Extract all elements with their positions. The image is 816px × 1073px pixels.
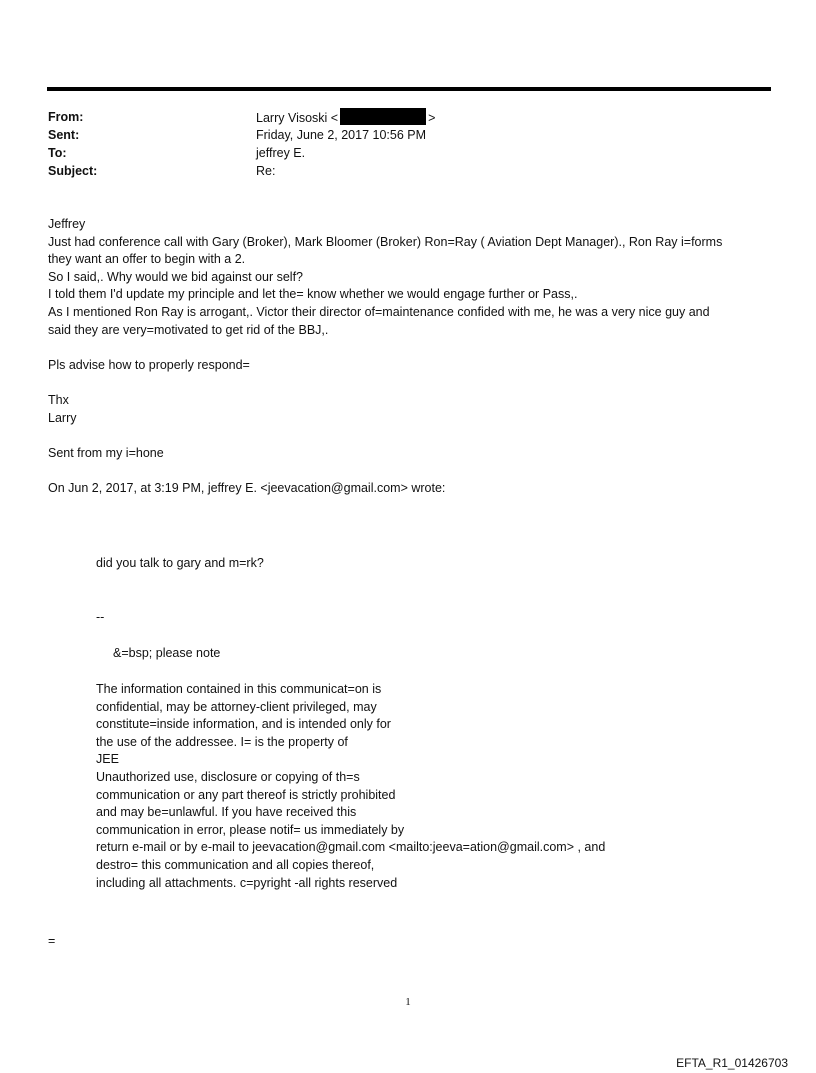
trailing-mark: = bbox=[48, 934, 56, 948]
from-value bbox=[256, 108, 435, 127]
message-line: As I mentioned Ron Ray is arrogant,. Victor their director of=maintenance confided with me, he was a very nice guy and bbox=[48, 304, 710, 319]
message-line: Larry bbox=[48, 410, 77, 425]
disclaimer-line: destro= this communication and all copies thereof, bbox=[96, 857, 375, 872]
quoted-question bbox=[96, 555, 264, 573]
disclaimer-line: constitute=inside information, and is intended only for bbox=[96, 717, 391, 732]
quoted-note bbox=[113, 645, 220, 663]
spacer bbox=[48, 427, 778, 445]
message-line: Jeffrey bbox=[48, 217, 86, 231]
message-line: So I said,. Why would we bid against our self? bbox=[48, 269, 303, 284]
redaction-box bbox=[340, 108, 426, 125]
message-line: I told them I'd update my principle and let the= know whether we would engage further or Pass,. bbox=[48, 287, 578, 302]
message-line: Sent from my i=hone bbox=[48, 445, 164, 460]
sent-value: Friday, June 2, 2017 10:56 PM bbox=[256, 128, 427, 142]
disclaimer-line: The information contained in this communicat=on is bbox=[96, 682, 382, 696]
from-name: Larry Visoski < bbox=[256, 111, 339, 125]
header-rule bbox=[47, 87, 771, 91]
disclaimer-line: confidential, may be attorney-client privileged, may bbox=[96, 699, 377, 714]
disclaimer bbox=[96, 681, 605, 892]
from-label: From: bbox=[48, 110, 84, 124]
message-body bbox=[48, 216, 778, 498]
disclaimer-line: communication in error, please notif= us immediately by bbox=[96, 822, 405, 837]
spacer bbox=[48, 462, 778, 480]
to-value: jeffrey E. bbox=[256, 146, 306, 160]
sent-label: Sent: bbox=[48, 128, 80, 142]
signature-dashes: -- bbox=[96, 610, 105, 624]
disclaimer-line: Unauthorized use, disclosure or copying of th=s bbox=[96, 769, 360, 784]
to-label: To: bbox=[48, 146, 67, 160]
message-line: they want an offer to begin with a 2. bbox=[48, 252, 246, 267]
message-line: On Jun 2, 2017, at 3:19 PM, jeffrey E. <jeevacation@gmail.com> wrote: bbox=[48, 480, 446, 495]
disclaimer-line: JEE bbox=[96, 752, 119, 767]
document-id: EFTA_R1_01426703 bbox=[676, 1056, 788, 1070]
disclaimer-line: and may be=unlawful. If you have received this bbox=[96, 805, 357, 820]
please-note-text: &=bsp; please note bbox=[113, 646, 221, 660]
disclaimer-line: communication or any part thereof is strictly prohibited bbox=[96, 787, 396, 802]
subject-value: Re: bbox=[256, 164, 276, 178]
spacer bbox=[48, 339, 778, 357]
disclaimer-line: the use of the addressee. I= is the property of bbox=[96, 734, 348, 749]
subject-label: Subject: bbox=[48, 164, 98, 178]
message-line: Just had conference call with Gary (Broker), Mark Bloomer (Broker) Ron=Ray ( Aviation Dept Manager)., Ron Ray i=forms bbox=[48, 234, 723, 249]
disclaimer-line: including all attachments. c=pyright -all rights reserved bbox=[96, 875, 398, 890]
from-end: > bbox=[428, 111, 436, 125]
quoted-question-text: did you talk to gary and m=rk? bbox=[96, 556, 264, 570]
message-line: Pls advise how to properly respond= bbox=[48, 357, 250, 372]
spacer bbox=[48, 374, 778, 392]
message-line: Thx bbox=[48, 392, 69, 407]
quoted-signature-dashes bbox=[96, 609, 104, 627]
disclaimer-line: return e-mail or by e-mail to jeevacation@gmail.com <mailto:jeeva=ation@gmail.com> , and bbox=[96, 840, 606, 855]
message-line: said they are very=motivated to get rid of the BBJ,. bbox=[48, 322, 329, 337]
page-number: 1 bbox=[405, 996, 411, 1008]
